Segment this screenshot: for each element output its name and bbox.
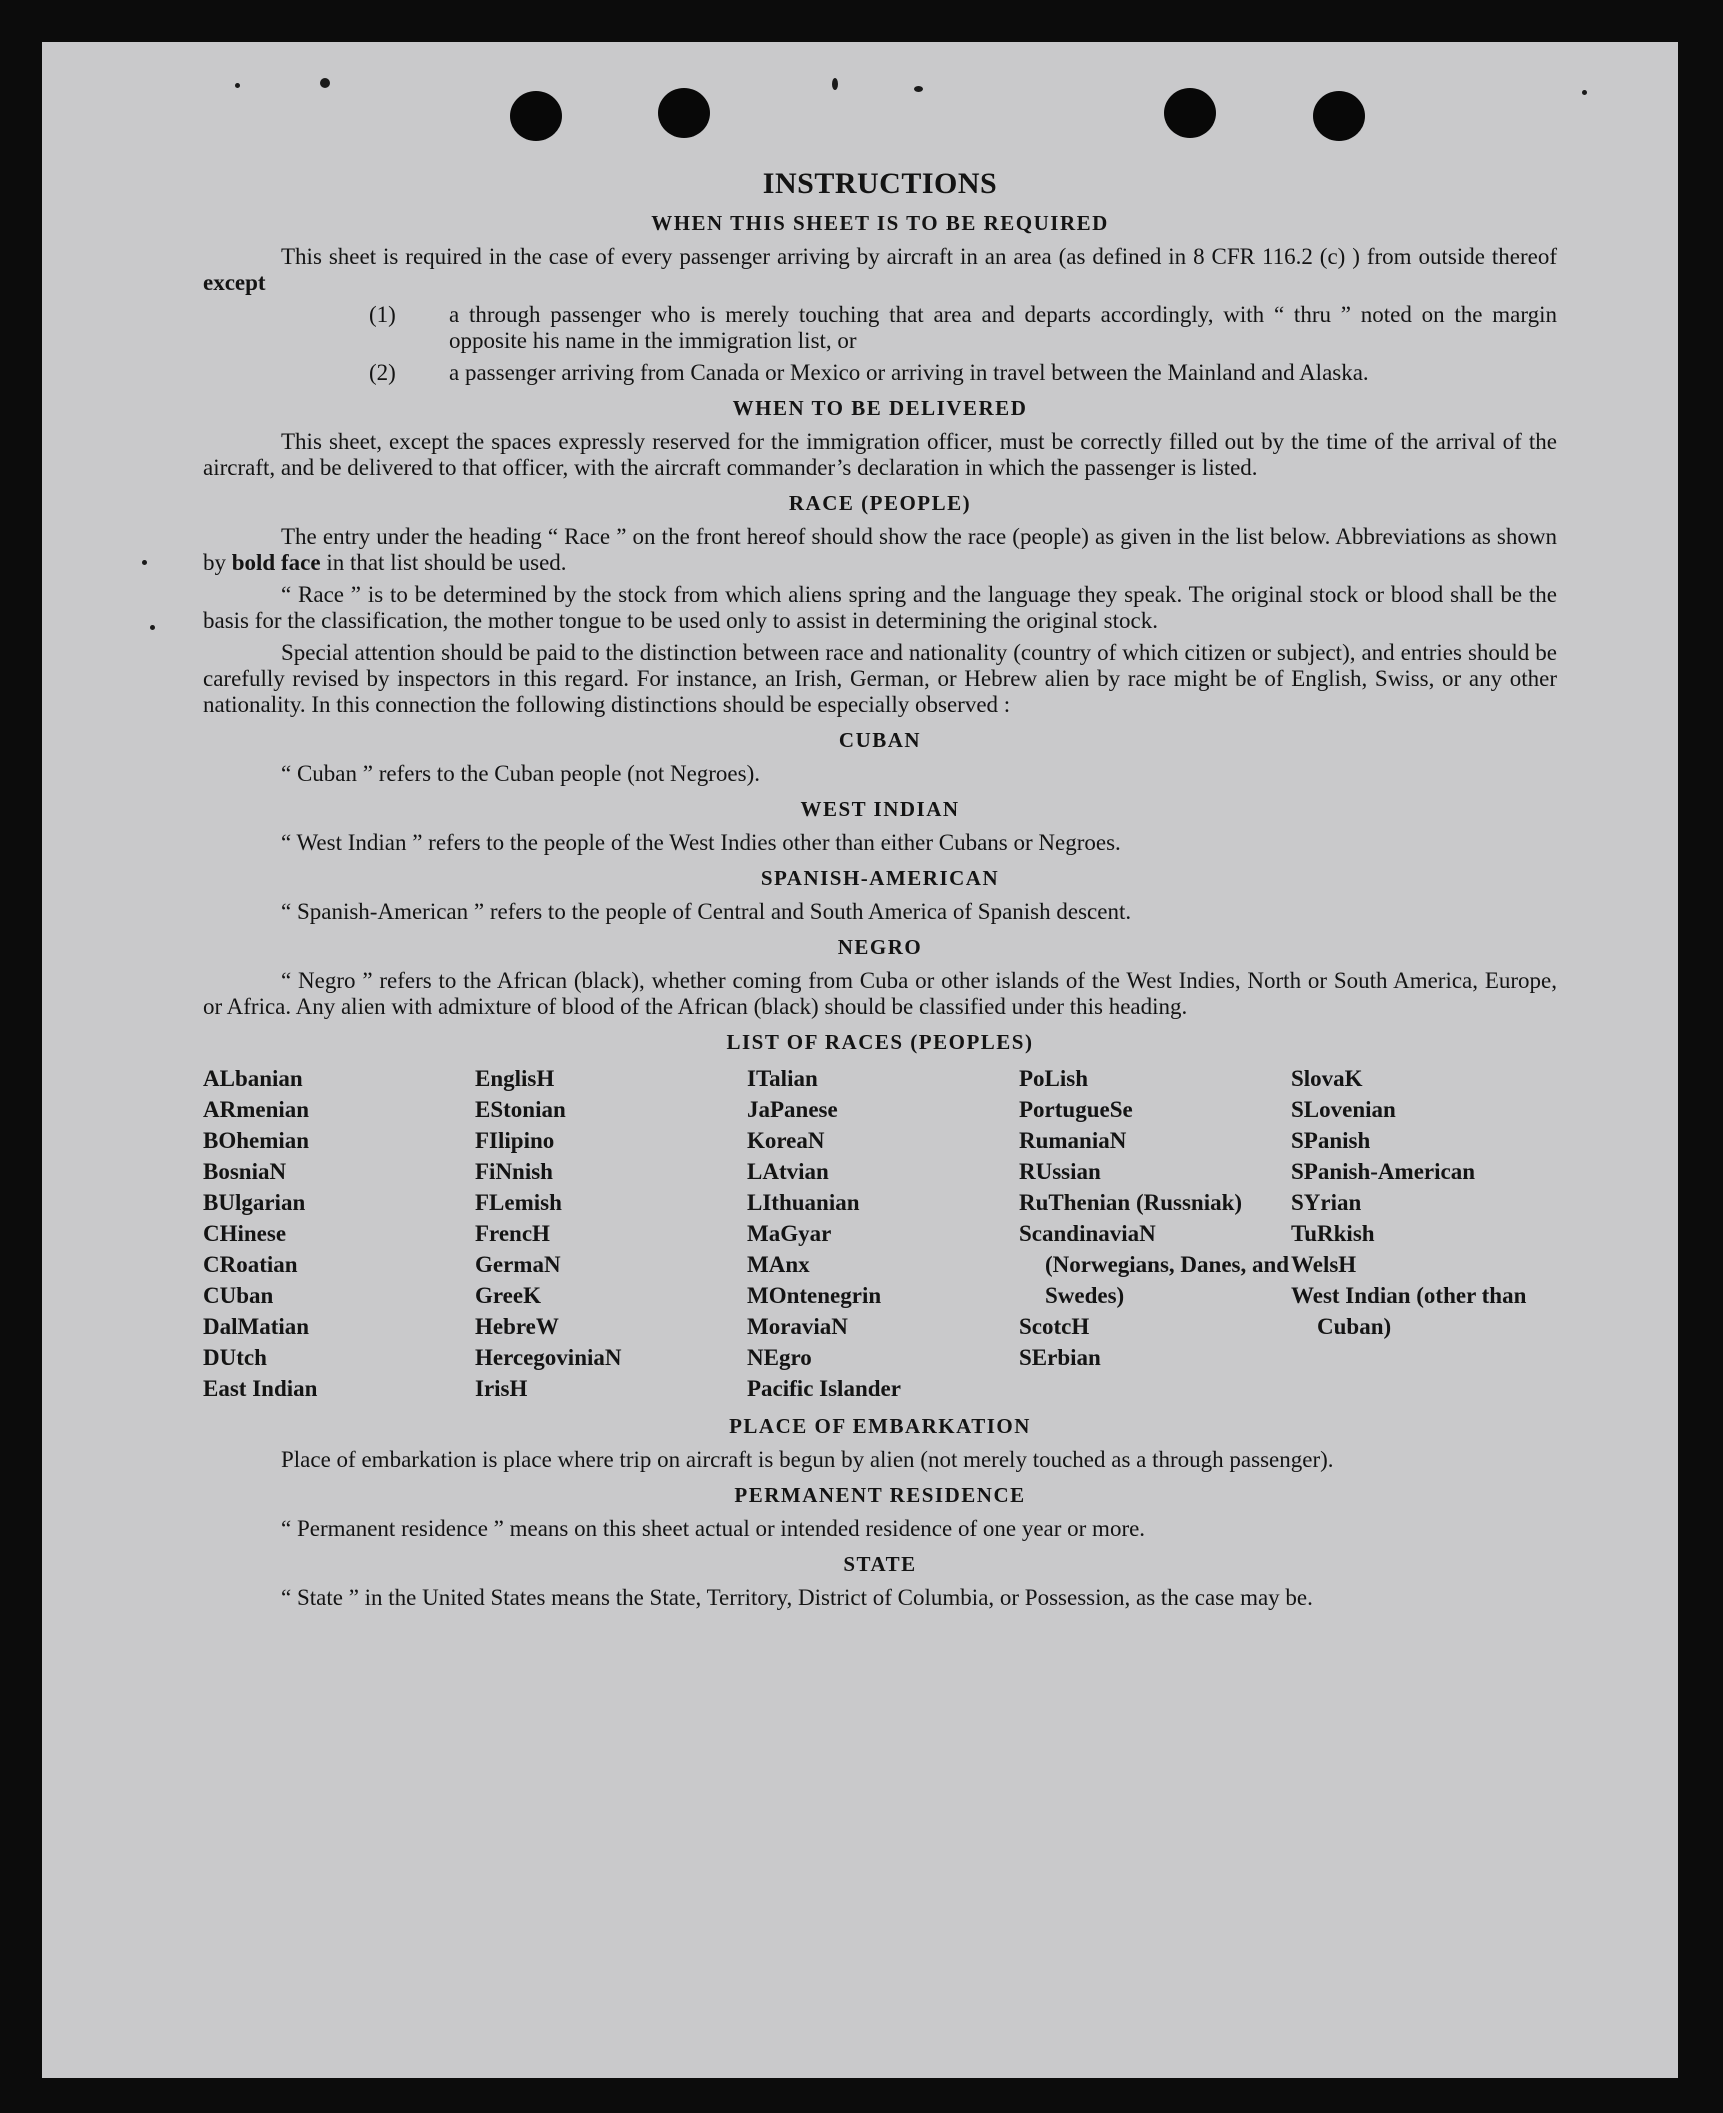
race-entry: SlovaK [1291,1066,1363,1091]
race-entry: DUtch [203,1345,267,1370]
race-paragraph-2: “ Race ” is to be determined by the stock from which aliens spring and the language they speak. The original stock or blood shall be the basis for the classification, the mother tongue to be used only to assist in determining the original stock. [203,582,1557,633]
race-paragraph-3: Special attention should be paid to the distinction between race and nationality (country of which citizen or subject), and entries should be carefully revised by inspectors in this regard. For instance, an Irish, German, or Hebrew alien by race might be of English, Swiss, or any other nationality. In this connection the following distinctions should be especially observed : [203,640,1557,717]
race-entry: East Indian [203,1376,318,1401]
race-entry: IrisH [475,1376,528,1401]
speck [150,625,155,630]
heading-race: RACE (PEOPLE) [788,491,972,515]
race-entry: ScandinaviaN (Norwegians, Danes, and Swedes) [1019,1221,1290,1308]
race-entry: SPanish [1291,1128,1371,1153]
heading-cuban: CUBAN [838,728,922,752]
race-entry: MoraviaN [747,1314,848,1339]
race-column [747,1063,1019,1404]
place-of-embarkation-text: Place of embarkation is place where trip on aircraft is begun by alien (not merely touched as a through passenger). [281,1447,1334,1472]
race-entry: Pacific Islander [747,1376,901,1401]
negro-text: “ Negro ” refers to the African (black), whether coming from Cuba or other islands of the West Indies, North or South America, Europe, or Africa. Any alien with admixture of blood of the African (black) should be classified under this heading. [203,968,1557,1019]
punch-hole [1164,88,1216,138]
heading-permanent-residence: PERMANENT RESIDENCE [734,1483,1026,1507]
race-entry: WelsH [1291,1252,1357,1277]
punch-hole [1313,91,1365,141]
race-entry: ARmenian [203,1097,310,1122]
exception-number: (1) [369,302,396,327]
permanent-residence-text: “ Permanent residence ” means on this sheet actual or intended residence of one year or more. [281,1516,1146,1541]
heading-negro: NEGRO [837,935,923,959]
race-entry: HercegoviniaN [475,1345,622,1370]
speck [914,86,923,92]
speck [832,78,838,90]
instructions-content [203,167,1557,1617]
when-required-intro-text: This sheet is required in the case of every passenger arriving by aircraft in an area (as defined in 8 CFR 116.2 (c) ) from outside thereof [281,244,1557,269]
race-entry: CUban [203,1283,274,1308]
cuban-text: “ Cuban ” refers to the Cuban people (not Negroes). [281,761,761,786]
race-column [1019,1063,1291,1404]
race-entry: SErbian [1019,1345,1101,1370]
race-p1-text-end: in that list should be used. [320,550,567,575]
race-p1-text: The entry under the heading “ Race ” on the front hereof should show the race (people) as given in the list below. Abbreviations as shown by [203,524,1557,575]
race-entry: BosniaN [203,1159,287,1184]
race-entry: GreeK [475,1283,541,1308]
heading-list-of-races: LIST OF RACES (PEOPLES) [726,1030,1034,1054]
when-required-intro [203,244,1557,296]
race-p1-bold: bold face [231,550,321,575]
race-entry: RuThenian (Russniak) [1019,1190,1243,1215]
punch-hole [658,88,710,138]
exception-number: (2) [369,360,396,385]
race-column [475,1063,747,1404]
races-list [203,1063,1557,1404]
race-entry: SPanish-American [1291,1159,1475,1184]
race-entry: EnglisH [475,1066,555,1091]
race-entry: MaGyar [747,1221,832,1246]
race-entry: FLemish [475,1190,562,1215]
race-entry: FiNnish [475,1159,553,1184]
race-entry: MOntenegrin [747,1283,882,1308]
heading-spanish-american: SPANISH-AMERICAN [760,866,1000,890]
race-entry: ALbanian [203,1066,303,1091]
race-entry: MAnx [747,1252,810,1277]
heading-place-of-embarkation: PLACE OF EMBARKATION [729,1414,1031,1438]
race-entry: NEgro [747,1345,812,1370]
race-entry: FrencH [475,1221,550,1246]
race-entry: PoLish [1019,1066,1089,1091]
exception-item [369,302,1557,354]
spanish-american-text: “ Spanish-American ” refers to the people of Central and South America of Spanish descent. [281,899,1132,924]
speck [320,78,330,88]
race-entry: LIthuanian [747,1190,860,1215]
race-entry: RUssian [1019,1159,1101,1184]
race-entry: BUlgarian [203,1190,306,1215]
race-entry: KoreaN [747,1128,825,1153]
race-entry: FIlipino [475,1128,555,1153]
heading-when-delivered: WHEN TO BE DELIVERED [732,396,1028,420]
heading-west-indian: WEST INDIAN [800,797,960,821]
race-entry: PortugueSe [1019,1097,1133,1122]
race-entry: EStonian [475,1097,566,1122]
when-delivered-text: This sheet, except the spaces expressly reserved for the immigration officer, must be correctly filled out by the time of the arrival of the aircraft, and be delivered to that officer, with the aircraft commander’s declaration in which the passenger is listed. [203,429,1557,480]
race-entry: CHinese [203,1221,287,1246]
race-entry: DalMatian [203,1314,310,1339]
race-entry: ScotcH [1019,1314,1090,1339]
state-text: “ State ” in the United States means the State, Territory, District of Columbia, or Possession, as the case may be. [281,1585,1313,1610]
west-indian-text: “ West Indian ” refers to the people of the West Indies other than either Cubans or Negroes. [281,830,1121,855]
race-entry: CRoatian [203,1252,298,1277]
race-entry: BOhemian [203,1128,310,1153]
race-entry: TuRkish [1291,1221,1375,1246]
speck [1582,90,1587,95]
heading-state: STATE [843,1552,917,1576]
race-entry: SYrian [1291,1190,1362,1215]
document-sheet [42,42,1678,2078]
heading-when-required: WHEN THIS SHEET IS TO BE REQUIRED [651,211,1109,235]
speck [235,83,240,88]
speck [142,560,147,565]
race-entry: RumaniaN [1019,1128,1127,1153]
exceptions-list [203,302,1557,386]
exception-text: a passenger arriving from Canada or Mexico or arriving in travel between the Mainland and Alaska. [449,360,1369,385]
race-paragraph-1 [203,524,1557,576]
race-entry: HebreW [475,1314,559,1339]
punch-hole [510,91,562,141]
race-entry: LAtvian [747,1159,829,1184]
exception-text: a through passenger who is merely touching that area and departs accordingly, with “ thru ” noted on the margin opposite his name in the immigration list, or [449,302,1557,353]
when-required-except: except [203,270,266,295]
race-entry: GermaN [475,1252,561,1277]
race-entry: SLovenian [1291,1097,1396,1122]
race-column [203,1063,475,1404]
page-title: INSTRUCTIONS [762,167,998,200]
race-entry: JaPanese [747,1097,838,1122]
race-entry: West Indian (other than Cuban) [1291,1283,1527,1339]
exception-item [369,360,1557,386]
race-entry: ITalian [747,1066,818,1091]
race-column [1291,1063,1557,1404]
